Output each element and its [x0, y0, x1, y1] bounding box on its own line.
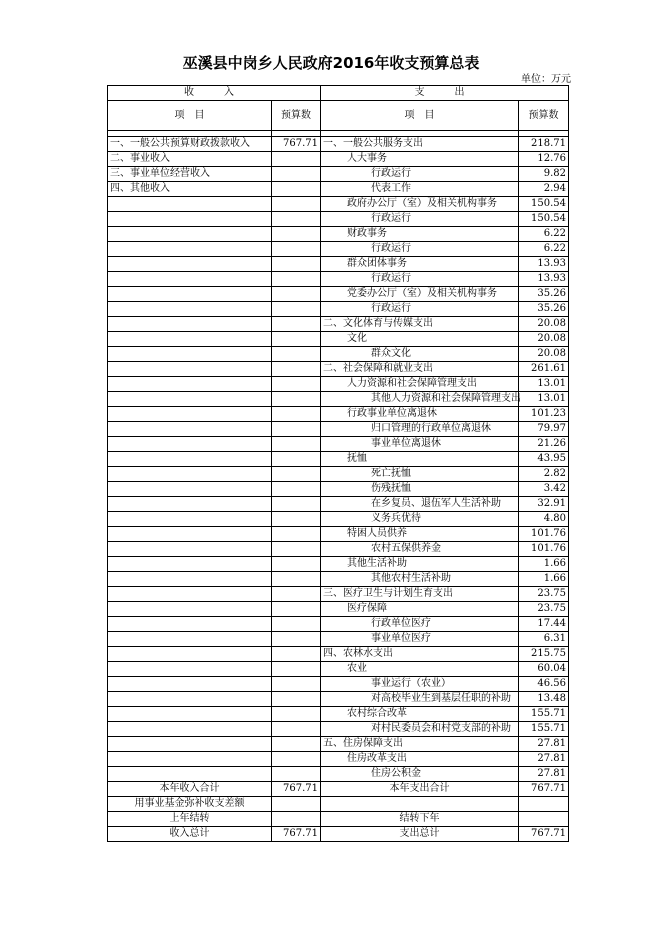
- expense-value-cell: 150.54: [519, 212, 569, 227]
- income-value-cell: [272, 377, 321, 392]
- footer-income-value: 767.71: [272, 827, 321, 842]
- income-value-cell: [272, 332, 321, 347]
- expense-value-cell: 261.61: [519, 362, 569, 377]
- expense-value-cell: 35.26: [519, 302, 569, 317]
- income-value-cell: [272, 692, 321, 707]
- expense-item-cell: 住房改革支出: [321, 752, 519, 767]
- table-row: [108, 317, 569, 332]
- income-value-cell: [272, 677, 321, 692]
- table-row: [108, 182, 569, 197]
- expense-item-cell: 一、一般公共服务支出: [321, 137, 519, 152]
- income-value-cell: [272, 287, 321, 302]
- expense-value-cell: 79.97: [519, 422, 569, 437]
- income-item-cell: [108, 737, 272, 752]
- expense-value-cell: 101.23: [519, 407, 569, 422]
- income-value-cell: [272, 272, 321, 287]
- table-row: [108, 767, 569, 782]
- income-item-cell: [108, 437, 272, 452]
- expense-item-cell: 行政运行: [321, 212, 519, 227]
- income-value-cell: [272, 152, 321, 167]
- income-item-cell: 四、其他收入: [108, 182, 272, 197]
- income-item-cell: [108, 467, 272, 482]
- income-budget-header: 预算数: [272, 101, 321, 131]
- expense-item-cell: 二、社会保障和就业支出: [321, 362, 519, 377]
- table-row: [108, 302, 569, 317]
- expense-item-cell: 死亡抚恤: [321, 467, 519, 482]
- income-item-cell: [108, 542, 272, 557]
- income-item-cell: [108, 407, 272, 422]
- income-value-cell: [272, 737, 321, 752]
- expense-item-cell: 行政运行: [321, 272, 519, 287]
- income-item-cell: [108, 617, 272, 632]
- expense-item-cell: 行政运行: [321, 167, 519, 182]
- expense-value-cell: 20.08: [519, 317, 569, 332]
- table-row: [108, 587, 569, 602]
- expense-value-cell: 27.81: [519, 767, 569, 782]
- income-item-cell: [108, 317, 272, 332]
- expense-item-cell: 党委办公厅（室）及相关机构事务: [321, 287, 519, 302]
- income-value-cell: [272, 242, 321, 257]
- expense-item-cell: 在乡复员、退伍军人生活补助: [321, 497, 519, 512]
- income-item-cell: [108, 242, 272, 257]
- income-value-cell: [272, 767, 321, 782]
- table-row: [108, 422, 569, 437]
- table-row: [108, 152, 569, 167]
- income-item-cell: [108, 572, 272, 587]
- expense-item-cell: 人大事务: [321, 152, 519, 167]
- footer-income-label: 用事业基金弥补收支差额: [108, 797, 272, 812]
- expense-item-cell: 行政运行: [321, 302, 519, 317]
- income-header: 收 入: [108, 86, 321, 101]
- expense-value-cell: 1.66: [519, 557, 569, 572]
- footer-expense-value: [519, 797, 569, 812]
- income-item-cell: [108, 392, 272, 407]
- expense-value-cell: 155.71: [519, 722, 569, 737]
- expense-item-cell: 特困人员供养: [321, 527, 519, 542]
- income-value-cell: [272, 197, 321, 212]
- income-item-cell: [108, 707, 272, 722]
- income-value-cell: [272, 422, 321, 437]
- footer-income-value: 767.71: [272, 782, 321, 797]
- expense-item-cell: 行政单位医疗: [321, 617, 519, 632]
- expense-item-cell: 农村五保供养金: [321, 542, 519, 557]
- income-value-cell: [272, 497, 321, 512]
- expense-item-cell: 文化: [321, 332, 519, 347]
- income-item-cell: [108, 257, 272, 272]
- table-row: [108, 362, 569, 377]
- expense-item-cell: 伤残抚恤: [321, 482, 519, 497]
- income-item-cell: [108, 227, 272, 242]
- table-row: [108, 527, 569, 542]
- table-row: [108, 662, 569, 677]
- income-value-cell: [272, 257, 321, 272]
- footer-row: [108, 782, 569, 797]
- income-item-cell: [108, 587, 272, 602]
- table-row: [108, 332, 569, 347]
- income-item-cell: [108, 347, 272, 362]
- income-value-cell: [272, 512, 321, 527]
- income-item-cell: [108, 377, 272, 392]
- income-item-cell: [108, 197, 272, 212]
- expense-value-cell: 32.91: [519, 497, 569, 512]
- income-item-cell: [108, 722, 272, 737]
- income-value-cell: [272, 572, 321, 587]
- table-row: [108, 467, 569, 482]
- footer-row: [108, 827, 569, 842]
- expense-value-cell: 6.22: [519, 242, 569, 257]
- table-row: [108, 602, 569, 617]
- expense-value-cell: 20.08: [519, 332, 569, 347]
- expense-value-cell: 20.08: [519, 347, 569, 362]
- budget-table: [107, 85, 569, 842]
- footer-row: [108, 797, 569, 812]
- expense-value-cell: 155.71: [519, 707, 569, 722]
- income-item-cell: [108, 287, 272, 302]
- income-item-cell: [108, 497, 272, 512]
- expense-value-cell: 23.75: [519, 602, 569, 617]
- expense-item-cell: 群众团体事务: [321, 257, 519, 272]
- income-value-cell: [272, 752, 321, 767]
- income-value-cell: [272, 617, 321, 632]
- income-item-cell: [108, 362, 272, 377]
- income-item-cell: [108, 752, 272, 767]
- table-row: [108, 497, 569, 512]
- income-item-cell: [108, 272, 272, 287]
- income-value-cell: [272, 362, 321, 377]
- expense-value-cell: 3.42: [519, 482, 569, 497]
- expense-item-cell: 住房公积金: [321, 767, 519, 782]
- income-value-cell: [272, 587, 321, 602]
- income-item-cell: [108, 302, 272, 317]
- income-value-cell: [272, 632, 321, 647]
- footer-income-value: [272, 812, 321, 827]
- income-value-cell: [272, 722, 321, 737]
- table-row: [108, 137, 569, 152]
- table-row: [108, 272, 569, 287]
- expense-value-cell: 13.01: [519, 392, 569, 407]
- income-item-cell: 三、事业单位经营收入: [108, 167, 272, 182]
- table-row: [108, 512, 569, 527]
- expense-value-cell: 6.31: [519, 632, 569, 647]
- expense-budget-header: 预算数: [519, 101, 569, 131]
- income-value-cell: [272, 302, 321, 317]
- income-item-cell: [108, 677, 272, 692]
- expense-value-cell: 35.26: [519, 287, 569, 302]
- income-value-cell: [272, 467, 321, 482]
- expense-value-cell: 13.01: [519, 377, 569, 392]
- table-row: [108, 377, 569, 392]
- footer-income-label: 收入总计: [108, 827, 272, 842]
- table-row: [108, 752, 569, 767]
- table-row: [108, 257, 569, 272]
- income-value-cell: [272, 347, 321, 362]
- table-row: [108, 677, 569, 692]
- income-item-cell: [108, 422, 272, 437]
- income-item-cell: [108, 767, 272, 782]
- income-value-cell: [272, 212, 321, 227]
- income-item-header: 项 目: [108, 101, 272, 131]
- expense-header: 支 出: [321, 86, 569, 101]
- income-value-cell: [272, 557, 321, 572]
- footer-expense-label: 结转下年: [321, 812, 519, 827]
- table-row: [108, 347, 569, 362]
- expense-item-cell: 对高校毕业生到基层任职的补助: [321, 692, 519, 707]
- income-item-cell: [108, 332, 272, 347]
- table-row: [108, 167, 569, 182]
- expense-value-cell: 46.56: [519, 677, 569, 692]
- expense-item-cell: 医疗保障: [321, 602, 519, 617]
- income-value-cell: [272, 602, 321, 617]
- income-item-cell: 一、一般公共预算财政拨款收入: [108, 137, 272, 152]
- table-row: [108, 572, 569, 587]
- income-item-cell: [108, 452, 272, 467]
- table-row: [108, 437, 569, 452]
- expense-item-cell: 归口管理的行政单位离退休: [321, 422, 519, 437]
- expense-item-cell: 政府办公厅（室）及相关机构事务: [321, 197, 519, 212]
- expense-value-cell: 21.26: [519, 437, 569, 452]
- table-row: [108, 707, 569, 722]
- table-row: [108, 737, 569, 752]
- income-item-cell: [108, 512, 272, 527]
- income-item-cell: [108, 692, 272, 707]
- expense-item-cell: 二、文化体育与传媒支出: [321, 317, 519, 332]
- table-row: [108, 242, 569, 257]
- expense-item-cell: 农村综合改革: [321, 707, 519, 722]
- expense-value-cell: 13.93: [519, 257, 569, 272]
- expense-value-cell: 1.66: [519, 572, 569, 587]
- income-item-cell: [108, 602, 272, 617]
- expense-item-cell: 五、住房保障支出: [321, 737, 519, 752]
- table-row: [108, 212, 569, 227]
- expense-value-cell: 101.76: [519, 527, 569, 542]
- table-row: [108, 227, 569, 242]
- income-value-cell: [272, 182, 321, 197]
- expense-value-cell: 27.81: [519, 737, 569, 752]
- income-value-cell: [272, 452, 321, 467]
- income-value-cell: [272, 662, 321, 677]
- table-row: [108, 482, 569, 497]
- expense-item-cell: 四、农林水支出: [321, 647, 519, 662]
- expense-item-cell: 人力资源和社会保障管理支出: [321, 377, 519, 392]
- income-value-cell: [272, 167, 321, 182]
- expense-item-cell: 群众文化: [321, 347, 519, 362]
- income-value-cell: [272, 407, 321, 422]
- income-value-cell: [272, 527, 321, 542]
- income-value-cell: [272, 317, 321, 332]
- table-row: [108, 647, 569, 662]
- expense-item-cell: 其他生活补助: [321, 557, 519, 572]
- income-item-cell: [108, 557, 272, 572]
- expense-item-header: 项 目: [321, 101, 519, 131]
- table-row: [108, 632, 569, 647]
- page-title: 巫溪县中岗乡人民政府2016年收支预算总表: [182, 54, 480, 72]
- income-value-cell: [272, 647, 321, 662]
- income-value-cell: [272, 227, 321, 242]
- table-row: [108, 617, 569, 632]
- footer-expense-value: [519, 812, 569, 827]
- footer-expense-label: 本年支出合计: [321, 782, 519, 797]
- unit-label: 单位：万元: [521, 74, 571, 85]
- table-row: [108, 542, 569, 557]
- income-value-cell: 767.71: [272, 137, 321, 152]
- expense-value-cell: 218.71: [519, 137, 569, 152]
- footer-expense-value: 767.71: [519, 827, 569, 842]
- expense-value-cell: 23.75: [519, 587, 569, 602]
- table-row: [108, 197, 569, 212]
- table-row: [108, 692, 569, 707]
- table-row: [108, 407, 569, 422]
- income-item-cell: [108, 527, 272, 542]
- expense-item-cell: 其他人力资源和社会保障管理支出: [321, 392, 519, 407]
- income-value-cell: [272, 482, 321, 497]
- income-item-cell: [108, 212, 272, 227]
- expense-item-cell: 事业运行（农业）: [321, 677, 519, 692]
- footer-income-value: [272, 797, 321, 812]
- expense-item-cell: 义务兵优待: [321, 512, 519, 527]
- income-item-cell: [108, 662, 272, 677]
- footer-income-label: 本年收入合计: [108, 782, 272, 797]
- table-row: [108, 722, 569, 737]
- footer-income-label: 上年结转: [108, 812, 272, 827]
- expense-value-cell: 12.76: [519, 152, 569, 167]
- footer-row: [108, 812, 569, 827]
- income-item-cell: 二、事业收入: [108, 152, 272, 167]
- income-item-cell: [108, 647, 272, 662]
- expense-item-cell: 农业: [321, 662, 519, 677]
- expense-value-cell: 27.81: [519, 752, 569, 767]
- expense-value-cell: 6.22: [519, 227, 569, 242]
- expense-item-cell: 抚恤: [321, 452, 519, 467]
- expense-value-cell: 60.04: [519, 662, 569, 677]
- expense-value-cell: 215.75: [519, 647, 569, 662]
- expense-item-cell: 代表工作: [321, 182, 519, 197]
- table-row: [108, 392, 569, 407]
- income-value-cell: [272, 707, 321, 722]
- income-value-cell: [272, 542, 321, 557]
- footer-expense-value: 767.71: [519, 782, 569, 797]
- expense-value-cell: 17.44: [519, 617, 569, 632]
- expense-item-cell: 事业单位医疗: [321, 632, 519, 647]
- expense-value-cell: 150.54: [519, 197, 569, 212]
- expense-value-cell: 13.48: [519, 692, 569, 707]
- expense-item-cell: 行政事业单位离退休: [321, 407, 519, 422]
- footer-expense-label: 支出总计: [321, 827, 519, 842]
- income-item-cell: [108, 632, 272, 647]
- expense-value-cell: 2.94: [519, 182, 569, 197]
- table-row: [108, 557, 569, 572]
- income-value-cell: [272, 437, 321, 452]
- expense-item-cell: 三、医疗卫生与计划生育支出: [321, 587, 519, 602]
- table-row: [108, 287, 569, 302]
- table-row: [108, 452, 569, 467]
- expense-item-cell: 行政运行: [321, 242, 519, 257]
- expense-item-cell: 其他农村生活补助: [321, 572, 519, 587]
- expense-item-cell: 事业单位离退休: [321, 437, 519, 452]
- footer-expense-label: [321, 797, 519, 812]
- expense-item-cell: 财政事务: [321, 227, 519, 242]
- expense-value-cell: 9.82: [519, 167, 569, 182]
- income-item-cell: [108, 482, 272, 497]
- expense-value-cell: 43.95: [519, 452, 569, 467]
- expense-value-cell: 2.82: [519, 467, 569, 482]
- expense-value-cell: 4.80: [519, 512, 569, 527]
- expense-value-cell: 13.93: [519, 272, 569, 287]
- income-value-cell: [272, 392, 321, 407]
- expense-value-cell: 101.76: [519, 542, 569, 557]
- expense-item-cell: 对村民委员会和村党支部的补助: [321, 722, 519, 737]
